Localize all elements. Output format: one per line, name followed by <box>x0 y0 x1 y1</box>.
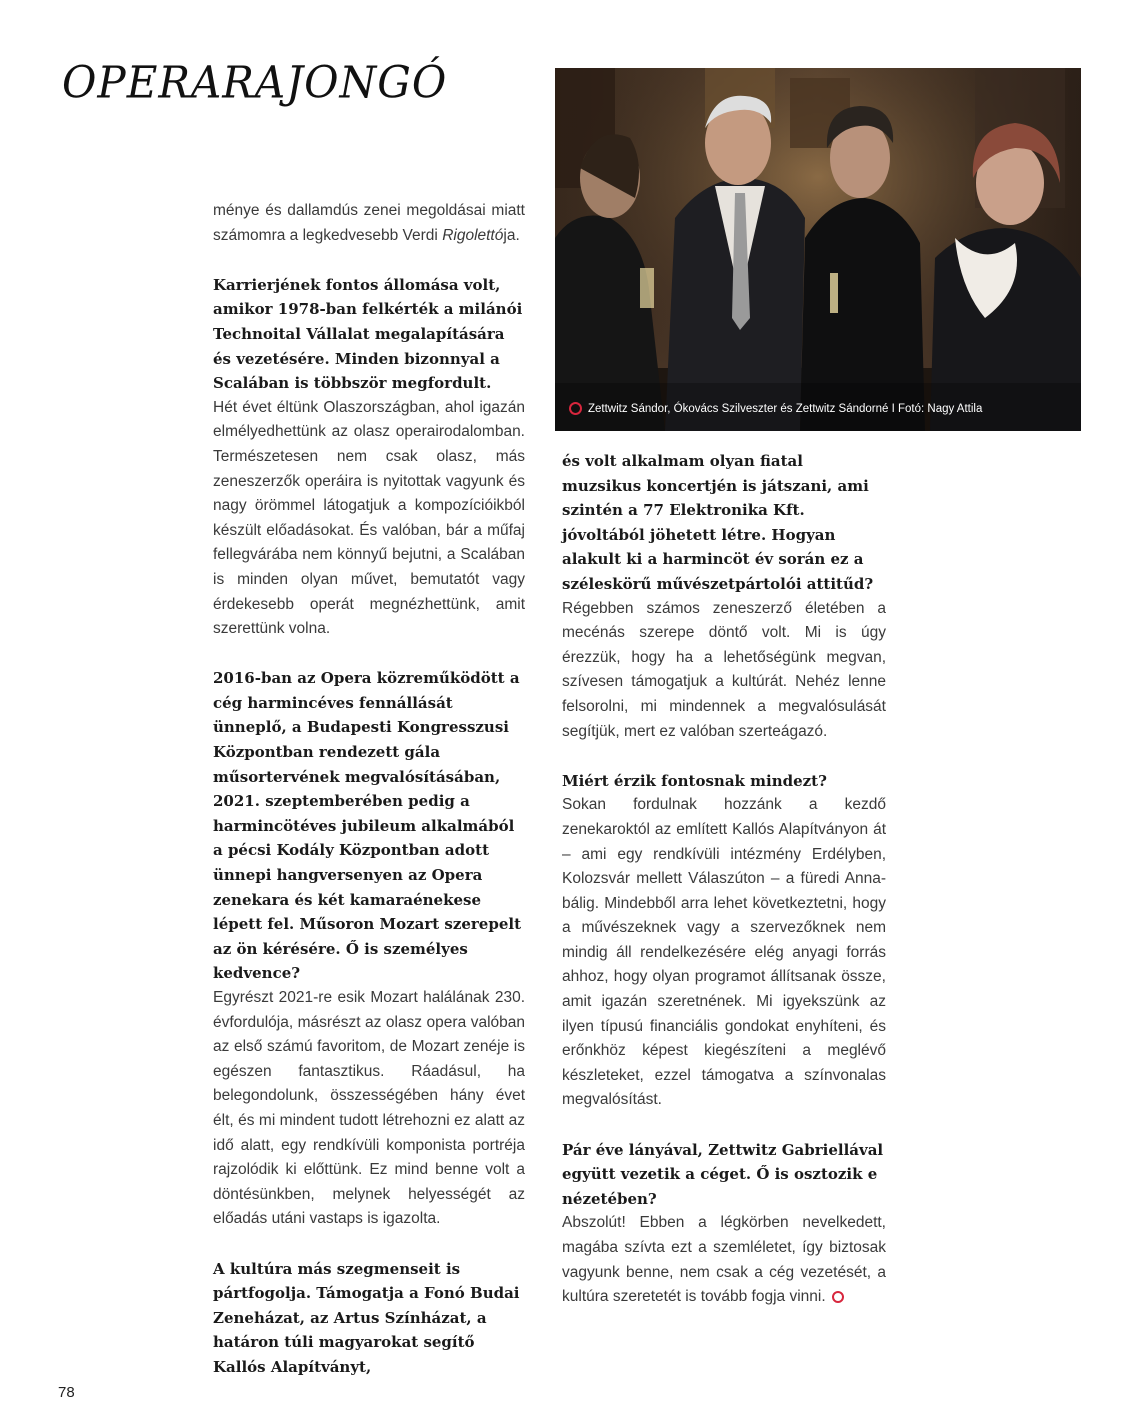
article-column-2 <box>562 449 886 1310</box>
article-column-1 <box>213 199 525 1380</box>
interview-answer: Hét évet éltünk Olaszországban, ahol igazán elmélyedhettünk az olasz operairodalomban. Természetesen nem csak olasz, más zeneszerzők operáira is nyitottak vagyunk és nagy örömmel látogatjuk a kompozícióikból készült előadásokat. És valóban, bár a műfaj fellegvárába nem könnyű bejutni, a Scalában is minden olyan művet, bemutatót vagy érdekesebb operát megnézhettünk, amit szerettünk volna. <box>213 398 525 638</box>
page-number: 78 <box>58 1384 75 1401</box>
paragraph-text: ménye és dallamdús zenei megoldásai miatt számomra a legkedvesebb Verdi <box>213 202 525 244</box>
article-photo <box>555 68 1081 431</box>
interview-answer: Sokan fordulnak hozzánk a kezdő zenekaroktól az említett Kallós Alapítványon át – ami egy rendkívüli intézmény Erdélyben, Kolozsvár mellett Válaszúton – a füredi Anna-bálig. Mindebből arra lehet következtetni, hogy a művészeknek vagy a szervezőknek nem mindig áll rendelkezésére elég anyagi forrás ahhoz, hogy olyan programot állítsanak össze, amit igazán szeretnének. Mi igyekszünk az ilyen típusú financiális gondokat enyhíteni, és erőnkhöz képest kiegészíteni a meglévő készleteket, ezzel támogatva a színvonalas megvalósítást. <box>562 796 886 1109</box>
work-title: Rigolettó <box>442 226 504 244</box>
interview-question: Miért érzik fontosnak mindezt? <box>562 771 827 790</box>
photo-caption <box>569 402 982 415</box>
interview-question: Karrierjének fontos állomása volt, amikor 1978-ban felkérték a milánói Technoital Vállalat megalapítására és vezetésére. Minden bizonnyal a Scalában is többször megfordult. <box>213 275 523 393</box>
interview-answer-text: Abszolút! Ebben a légkörben nevelkedett, magába szívta ezt a szemléletet, így biztosak vagyunk benne, nem csak a cég vezetését, a kultúra szeretetét is tovább fogja vinni. <box>562 1214 886 1306</box>
interview-answer: Régebben számos zeneszerző életében a mecénás szerepe döntő volt. Mi is úgy érezzük, hogy ha a lehetőségünk megvan, szívesen támogatjuk a kultúrát. Nehéz lenne felsorolni, mi mindennek a megvalósulását segítjük, mert ez valóban szerteágazó. <box>562 599 886 740</box>
interview-answer <box>562 1211 886 1309</box>
paragraph-text: ja. <box>503 226 520 244</box>
interview-answer: Egyrészt 2021-re esik Mozart halálának 230. évfordulója, másrészt az olasz opera valóban az első számú favoritom, de Mozart zenéje is egészen fantasztikus. Ráadásul, ha belegondolunk, összességében hány évet élt, és mi mindent tudott létrehozni ez alatt az idő alatt, egy rendkívüli komponista portréja rajzolódik ki előttünk. Ez mind benne volt a döntésünkben, melynek helyességét az előadás utáni vastaps is igazolta. <box>213 989 525 1228</box>
interview-question: és volt alkalmam olyan fiatal muzsikus koncertjén is játszani, ami szintén a 77 Elektronika Kft. jóvoltából jöhetett létre. Hogyan alakult ki a harmincöt év során ez a széleskörű művészetpártolói attitűd? <box>562 452 874 593</box>
interview-question: A kultúra más szegmenseit is pártfogolja. Támogatja a Fonó Budai Zeneházat, az Artus Színházat, a határon túli magyarokat segítő Kallós Alapítványt, <box>213 1259 520 1376</box>
photo-illustration <box>555 68 1081 431</box>
ring-icon <box>569 402 582 415</box>
photo-caption-text: Zettwitz Sándor, Ókovács Szilveszter és Zettwitz Sándorné I Fotó: Nagy Attila <box>588 402 983 415</box>
section-title: OPERARAJONGÓ <box>62 56 448 109</box>
interview-question: Pár éve lányával, Zettwitz Gabriellával együtt vezetik a céget. Ő is osztozik e nézetében? <box>562 1140 884 1208</box>
paragraph <box>213 199 525 248</box>
end-mark-icon <box>832 1291 844 1303</box>
interview-question: 2016-ban az Opera közreműködött a cég harmincéves fennállását ünneplő, a Budapesti Kongresszusi Központban rendezett gála műsortervének megvalósításában, 2021. szeptemberében pedig a harmincötéves jubileum alkalmából a pécsi Kodály Központban adott ünnepi hangversenyen az Opera zenekara és két kamaraénekese lépett fel. Műsoron Mozart szerepelt az ön kérésére. Ő is személyes kedvence? <box>213 669 521 983</box>
